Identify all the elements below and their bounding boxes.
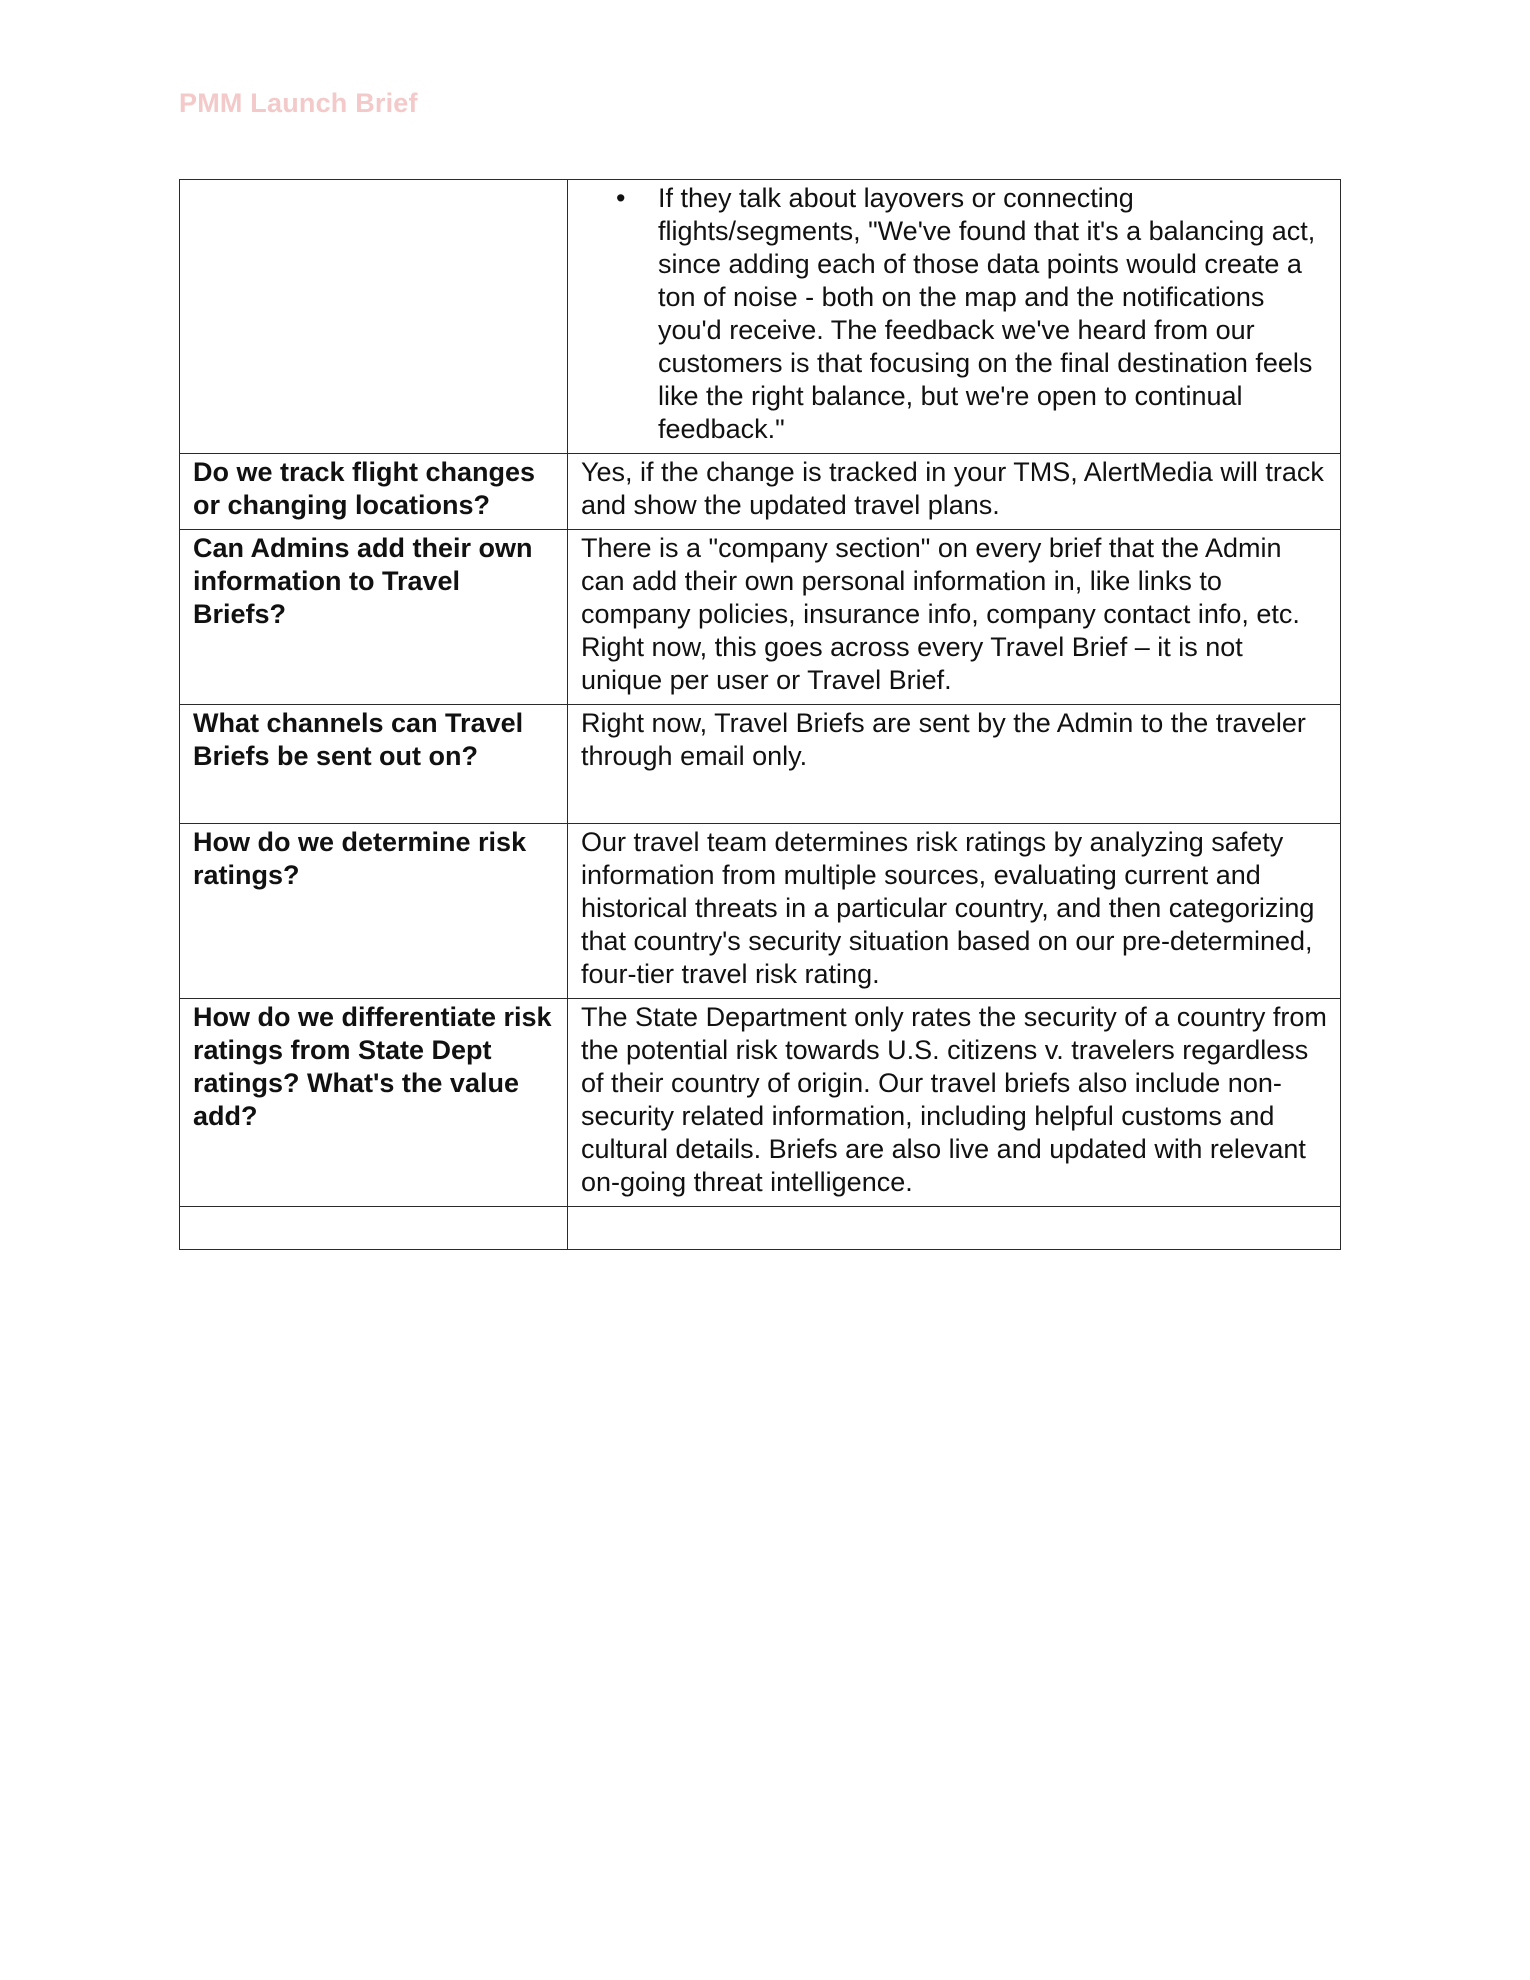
- table-row: [180, 454, 1341, 530]
- answer-cell: [568, 180, 1341, 454]
- list-item: [616, 182, 1330, 446]
- table-row: [180, 705, 1341, 824]
- table-row: [180, 530, 1341, 705]
- question-cell: [180, 1207, 568, 1250]
- question-cell: Can Admins add their own information to Travel Briefs?: [180, 530, 568, 705]
- answer-cell: The State Department only rates the security of a country from the potential risk towards U.S. citizens v. travelers regardless of their country of origin. Our travel briefs also include non-security related information, including helpful customs and cultural details. Briefs are also live and updated with relevant on-going threat intelligence.: [568, 999, 1341, 1207]
- bullet-list: [581, 182, 1330, 446]
- page-header-title: PMM Launch Brief: [179, 88, 418, 118]
- answer-cell: Yes, if the change is tracked in your TMS, AlertMedia will track and show the updated travel plans.: [568, 454, 1341, 530]
- table-row: [180, 999, 1341, 1207]
- bullet-dot-icon: •: [616, 183, 626, 213]
- answer-cell: [568, 1207, 1341, 1250]
- bullet-text: If they talk about layovers or connecting flights/segments, "We've found that it's a balancing act, since adding each of those data points would create a ton of noise - both on the map and the notifications you'd receive. The feedback we've heard from our customers is that focusing on the final destination feels like the right balance, but we're open to continual feedback.": [658, 183, 1316, 444]
- answer-cell: Right now, Travel Briefs are sent by the Admin to the traveler through email only.: [568, 705, 1341, 824]
- table-row: [180, 1207, 1341, 1250]
- question-cell: [180, 180, 568, 454]
- table-row: [180, 180, 1341, 454]
- question-cell: How do we differentiate risk ratings from State Dept ratings? What's the value add?: [180, 999, 568, 1207]
- answer-cell: There is a "company section" on every brief that the Admin can add their own personal information in, like links to company policies, insurance info, company contact info, etc. Right now, this goes across every Travel Brief – it is not unique per user or Travel Brief.: [568, 530, 1341, 705]
- faq-table: [179, 179, 1341, 1250]
- question-cell: Do we track flight changes or changing locations?: [180, 454, 568, 530]
- table-row: [180, 824, 1341, 999]
- question-cell: How do we determine risk ratings?: [180, 824, 568, 999]
- answer-cell: Our travel team determines risk ratings by analyzing safety information from multiple sources, evaluating current and historical threats in a particular country, and then categorizing that country's security situation based on our pre-determined, four-tier travel risk rating.: [568, 824, 1341, 999]
- question-cell: What channels can Travel Briefs be sent out on?: [180, 705, 568, 824]
